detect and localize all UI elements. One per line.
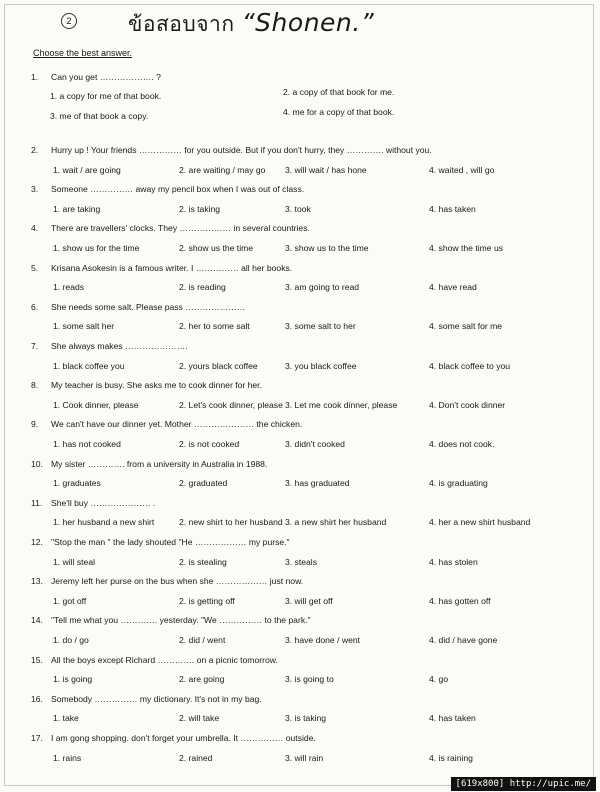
answer-option[interactable]: 1. do / go [53,634,89,645]
answer-option[interactable]: 4. waited , will go [429,164,495,175]
answer-option[interactable]: 3. a new shirt her husband [285,517,387,528]
answer-option[interactable]: 4. does not cook. [429,438,495,449]
answer-option[interactable]: 4. show the time us [429,242,504,253]
answer-option[interactable]: 4. Don't cook dinner [429,399,506,410]
answer-option[interactable]: 1. black coffee you [53,360,125,371]
answer-option[interactable]: 2. is reading [179,282,226,293]
question-number: 3. [31,184,39,195]
question-number: 17. [31,733,43,743]
answer-option[interactable]: 3. is going to [285,674,334,685]
answer-option[interactable]: 2. is stealing [179,556,227,567]
answer-option[interactable]: 3. have done / went [285,634,361,645]
answer-option[interactable]: 1. some salt her [53,321,115,332]
image-host-tag: [619x800] http://upic.me/ [451,777,596,791]
answer-option[interactable]: 2. her to some salt [179,321,250,332]
answer-option[interactable]: 2. yours black coffee [179,360,258,371]
question-number: 1. [31,72,39,82]
question-text: My sister …………. from a university in Australia in 1988. [51,458,268,469]
answer-option[interactable]: 2. a copy of that book for me. [283,87,395,97]
answer-option[interactable]: 1. her husband a new shirt [53,517,155,528]
answer-option[interactable]: 1. got off [53,595,87,606]
question-number: 9. [31,419,39,430]
answer-option[interactable]: 1. will steal [53,556,96,567]
answer-option[interactable]: 4. me for a copy of that book. [283,107,395,117]
answer-option[interactable]: 2. are waiting / may go [179,164,266,175]
question-text: I am gong shopping. don't forget your umbrella. It …………… outside. [51,733,316,743]
answer-option[interactable]: 4. has taken [429,713,476,724]
answer-option[interactable]: 2. did / went [179,634,226,645]
answer-option[interactable]: 3. show us to the time [285,242,369,253]
page-number-circle: 2 [61,13,77,29]
question-text: She needs some salt. Please pass ………………… [51,301,246,312]
question-number: 10. [31,458,43,469]
answer-option[interactable]: 4. black coffee to you [429,360,511,371]
answer-option[interactable]: 4. her a new shirt husband [429,517,531,528]
answer-option[interactable]: 2. is getting off [179,595,235,606]
question-text: There are travellers' clocks. They ……………… in several countries. [51,223,310,234]
question-text: She always makes …………………. [51,341,188,351]
title-english: “Shonen.” [241,8,375,37]
answer-option[interactable]: 2. rained [179,752,213,763]
answer-option[interactable]: 1. a copy for me of that book. [50,91,162,101]
question-number: 6. [31,301,39,312]
question-text: Can you get ………………. ? [51,72,161,82]
answer-option[interactable]: 3. some salt to her [285,321,356,332]
answer-option[interactable]: 4. has gotten off [429,595,491,606]
answer-option[interactable]: 3. me of that book a copy. [50,111,149,121]
answer-option[interactable]: 4. some salt for me [429,321,503,332]
answer-option[interactable]: 3. didn't cooked [285,438,345,449]
question-number: 13. [31,576,43,587]
page-title [128,8,374,41]
answer-option[interactable]: 4. did / have gone [429,634,498,645]
question-number: 7. [31,341,39,351]
title-thai: ข้อสอบจาก [128,12,235,36]
answer-option[interactable]: 1. is going [53,674,93,685]
answer-option[interactable]: 1. rains [53,752,82,763]
answer-option[interactable]: 3. will get off [285,595,333,606]
question-text: She'll buy ………………… . [51,497,156,508]
answer-option[interactable]: 1. show us for the time [53,242,140,253]
answer-option[interactable]: 2. show us the time [179,242,254,253]
answer-option[interactable]: 3. am going to read [285,282,360,293]
answer-option[interactable]: 3. steals [285,556,318,567]
answer-option[interactable]: 2. new shirt to her husband [179,517,283,528]
question-number: 5. [31,262,39,273]
answer-option[interactable]: 2. is not cooked [179,438,240,449]
answer-option[interactable]: 1. take [53,713,79,724]
answer-option[interactable]: 1. reads [53,282,85,293]
question-text: Someone …………… away my pencil box when I was out of class. [51,184,305,195]
question-text: Krisana Asokesin is a famous writer. I …………… all her books. [51,262,293,273]
answer-option[interactable]: 1. has not cooked [53,438,121,449]
question-number: 15. [31,654,43,665]
question-text: My teacher is busy. She asks me to cook dinner for her. [51,380,262,391]
answer-option[interactable]: 3. has graduated [285,478,350,489]
question-number: 14. [31,615,43,626]
answer-option[interactable]: 2. are going [179,674,225,685]
question-number: 11. [31,497,43,508]
question-number: 4. [31,223,39,234]
answer-option[interactable]: 2. graduated [179,478,228,489]
question-text: All the boys except Richard …………. on a picnic tomorrow. [51,654,278,665]
answer-option[interactable]: 3. will wait / has hone [285,164,367,175]
answer-option[interactable]: 1. Cook dinner, please [53,399,139,410]
answer-option[interactable]: 1. wait / are going [53,164,121,175]
answer-option[interactable]: 3. you black coffee [285,360,357,371]
question-text: "Stop the man " the lady shouted "He ……………… my purse." [51,537,290,547]
answer-option[interactable]: 4. is raining [429,752,473,763]
question-number: 2. [31,145,39,155]
answer-option[interactable]: 4. have read [429,282,477,293]
question-text: Jeremy left her purse on the bus when she ……………… just now. [51,576,304,587]
question-text: "Tell me what you …………. yesterday. "We …………… to the park." [51,615,311,626]
question-number: 16. [31,693,43,704]
question-number: 8. [31,380,39,391]
page-frame [4,4,594,786]
instruction-text: Choose the best answer. [33,48,133,58]
answer-option[interactable]: 3. took [285,203,311,214]
question-text: Hurry up ! Your friends …………… for you outside. But if you don't hurry, they …………. without you. [51,145,432,155]
answer-option[interactable]: 3. is taking [285,713,327,724]
answer-option[interactable]: 2. Let's cook dinner, please [179,399,283,410]
answer-option[interactable]: 4. has stolen [429,556,478,567]
answer-option[interactable]: 1. are taking [53,203,101,214]
answer-option[interactable]: 1. graduates [53,478,101,489]
answer-option[interactable]: 4. has taken [429,203,476,214]
question-text: We can't have our dinner yet. Mother ………………… the chicken. [51,419,303,430]
answer-option[interactable]: 3. will rain [285,752,324,763]
question-number: 12. [31,537,43,547]
question-text: Somebody …………… my dictionary. It's not in my bag. [51,693,262,704]
answer-option[interactable]: 4. go [429,674,449,685]
answer-option[interactable]: 2. will take [179,713,220,724]
answer-option[interactable]: 2. is taking [179,203,221,214]
answer-option[interactable]: 3. Let me cook dinner, please [285,399,398,410]
answer-option[interactable]: 4. is graduating [429,478,488,489]
